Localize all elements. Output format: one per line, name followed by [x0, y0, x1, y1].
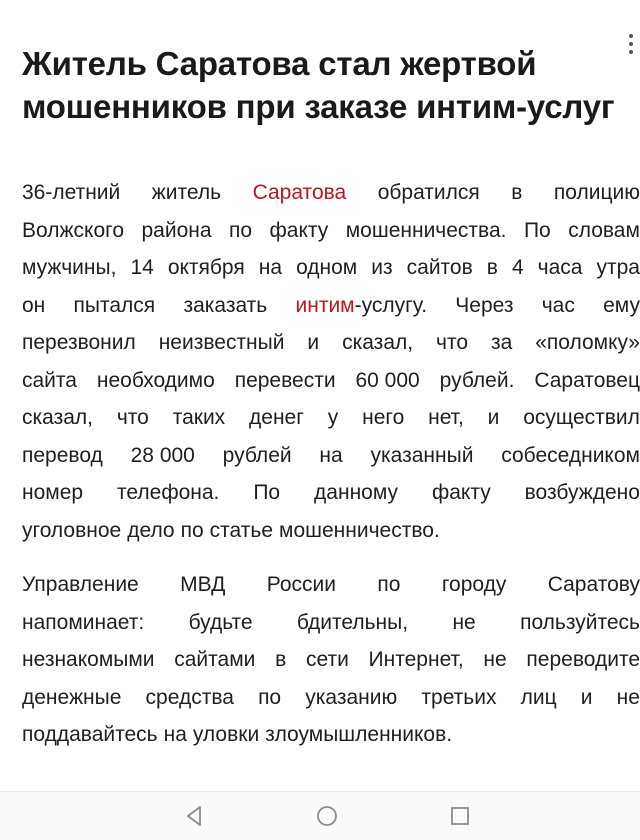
word: МВД [180, 573, 226, 596]
text-line [22, 679, 640, 717]
word: час [541, 293, 575, 317]
word: Волжского [22, 218, 125, 242]
word: По [523, 218, 551, 242]
word: заказать [183, 293, 268, 317]
word: сказал, [342, 331, 414, 354]
word: перевести [234, 368, 336, 392]
text-line [22, 174, 640, 212]
word: средства [145, 685, 234, 709]
word: сети [305, 648, 349, 671]
link-intim[interactable]: интим [295, 293, 355, 317]
word: номер [22, 481, 84, 504]
word: данному [314, 481, 399, 504]
intim-usluga [296, 287, 428, 325]
word: на [258, 256, 283, 279]
word: будьте [188, 610, 253, 634]
word: словам [568, 218, 640, 242]
word: Саратову [547, 573, 640, 596]
word: «поломку» [535, 331, 640, 354]
text-line [22, 287, 640, 325]
link-saratov[interactable]: Саратова [252, 181, 347, 204]
word: мужчины, [22, 256, 117, 279]
word: неизвестный [158, 331, 285, 354]
word: на [319, 443, 343, 467]
word: -услугу. [354, 293, 428, 317]
home-circle-icon[interactable] [313, 802, 341, 830]
word: житель [151, 181, 222, 204]
word: него [362, 406, 405, 429]
word: и [307, 331, 320, 354]
word: одном [296, 256, 358, 279]
word: рублей [222, 443, 292, 467]
word: денег [249, 406, 304, 429]
text-line [22, 437, 640, 475]
word: не [616, 685, 640, 709]
word: собеседником [501, 443, 640, 467]
word: 28 000 [130, 443, 195, 467]
word: не [483, 648, 507, 671]
word: за [490, 331, 513, 354]
word: пользуйтесь [520, 610, 640, 634]
word: обратился [377, 181, 480, 204]
article-paragraph-2 [22, 566, 640, 754]
word: незнакомыми [22, 648, 155, 671]
word: что [116, 406, 149, 429]
word: денежные [22, 685, 122, 709]
word: по [377, 573, 401, 596]
word: мошенничества. [345, 218, 507, 242]
word: октября [167, 256, 245, 279]
text-line [22, 641, 640, 679]
more-vertical-icon[interactable] [626, 34, 636, 56]
word: Интернет, [368, 648, 464, 671]
word: уголовное [22, 518, 122, 542]
text-line [22, 362, 640, 400]
word: в [275, 648, 287, 671]
word: указанию [305, 685, 398, 709]
word: в [486, 256, 498, 279]
word: Саратовец [534, 368, 640, 392]
word: злоумышленников. [265, 723, 453, 746]
back-triangle-icon[interactable] [180, 802, 208, 830]
word: статье [209, 518, 274, 542]
word: поддавайтесь [22, 723, 158, 746]
system-navigation-bar [0, 791, 640, 840]
word: он [22, 293, 46, 317]
text-line [22, 324, 640, 362]
word: Через [455, 293, 514, 317]
word: необходимо [96, 368, 215, 392]
word: 36-летний [22, 181, 121, 204]
article-title: Житель Саратова стал жертвой мошенников при заказе интим-услуг [22, 45, 615, 125]
word: телефона. [117, 481, 220, 504]
word: 14 [130, 256, 154, 279]
word: ему [603, 293, 640, 317]
word: перезвонил [22, 331, 136, 354]
word: Управление [22, 573, 139, 596]
word: и [487, 406, 500, 429]
word: указанный [370, 443, 474, 467]
word: нет, [428, 406, 464, 429]
top-bar [0, 0, 640, 36]
word: дело [127, 518, 175, 542]
word: на [163, 723, 187, 746]
word: 60 000 [355, 368, 420, 392]
text-line [22, 399, 640, 437]
word: переводите [526, 648, 640, 671]
text-line [22, 604, 640, 642]
word: района [141, 218, 212, 242]
word: утра [596, 256, 640, 279]
word: факту [269, 218, 329, 242]
word: что [436, 331, 469, 354]
word: часа [537, 256, 583, 279]
word: городу [441, 573, 507, 596]
word: в [511, 181, 523, 204]
word: России [266, 573, 336, 596]
word: уловки [192, 723, 260, 746]
word: полицию [553, 181, 640, 204]
word: пытался [73, 293, 156, 317]
word: мошенничество. [279, 518, 440, 542]
word: по [258, 685, 282, 709]
text-line [22, 212, 640, 250]
word: лиц [520, 685, 557, 709]
word: сайта [22, 368, 77, 392]
text-line [22, 716, 640, 754]
word: третьих [421, 685, 497, 709]
recents-square-icon[interactable] [446, 802, 474, 830]
word: бдительны, [296, 610, 409, 634]
word: возбуждено [524, 481, 640, 504]
word: и [580, 685, 593, 709]
word: По [253, 481, 281, 504]
word: из [371, 256, 393, 279]
text-line [22, 512, 640, 550]
text-line [22, 566, 640, 604]
word: факту [431, 481, 491, 504]
word: напоминает: [22, 610, 145, 634]
word: сайтами [174, 648, 256, 671]
word: по [229, 218, 253, 242]
word: не [452, 610, 476, 634]
word: таких [172, 406, 226, 429]
word: сказал, [22, 406, 93, 429]
word: рублей. [439, 368, 515, 392]
text-line [22, 474, 640, 512]
text-line [22, 249, 640, 287]
word: по [180, 518, 204, 542]
word: осуществил [523, 406, 640, 429]
article-paragraph-1 [22, 174, 640, 549]
word: у [327, 406, 339, 429]
word: сайтов [406, 256, 473, 279]
word: перевод [22, 443, 103, 467]
word: 4 [511, 256, 524, 279]
